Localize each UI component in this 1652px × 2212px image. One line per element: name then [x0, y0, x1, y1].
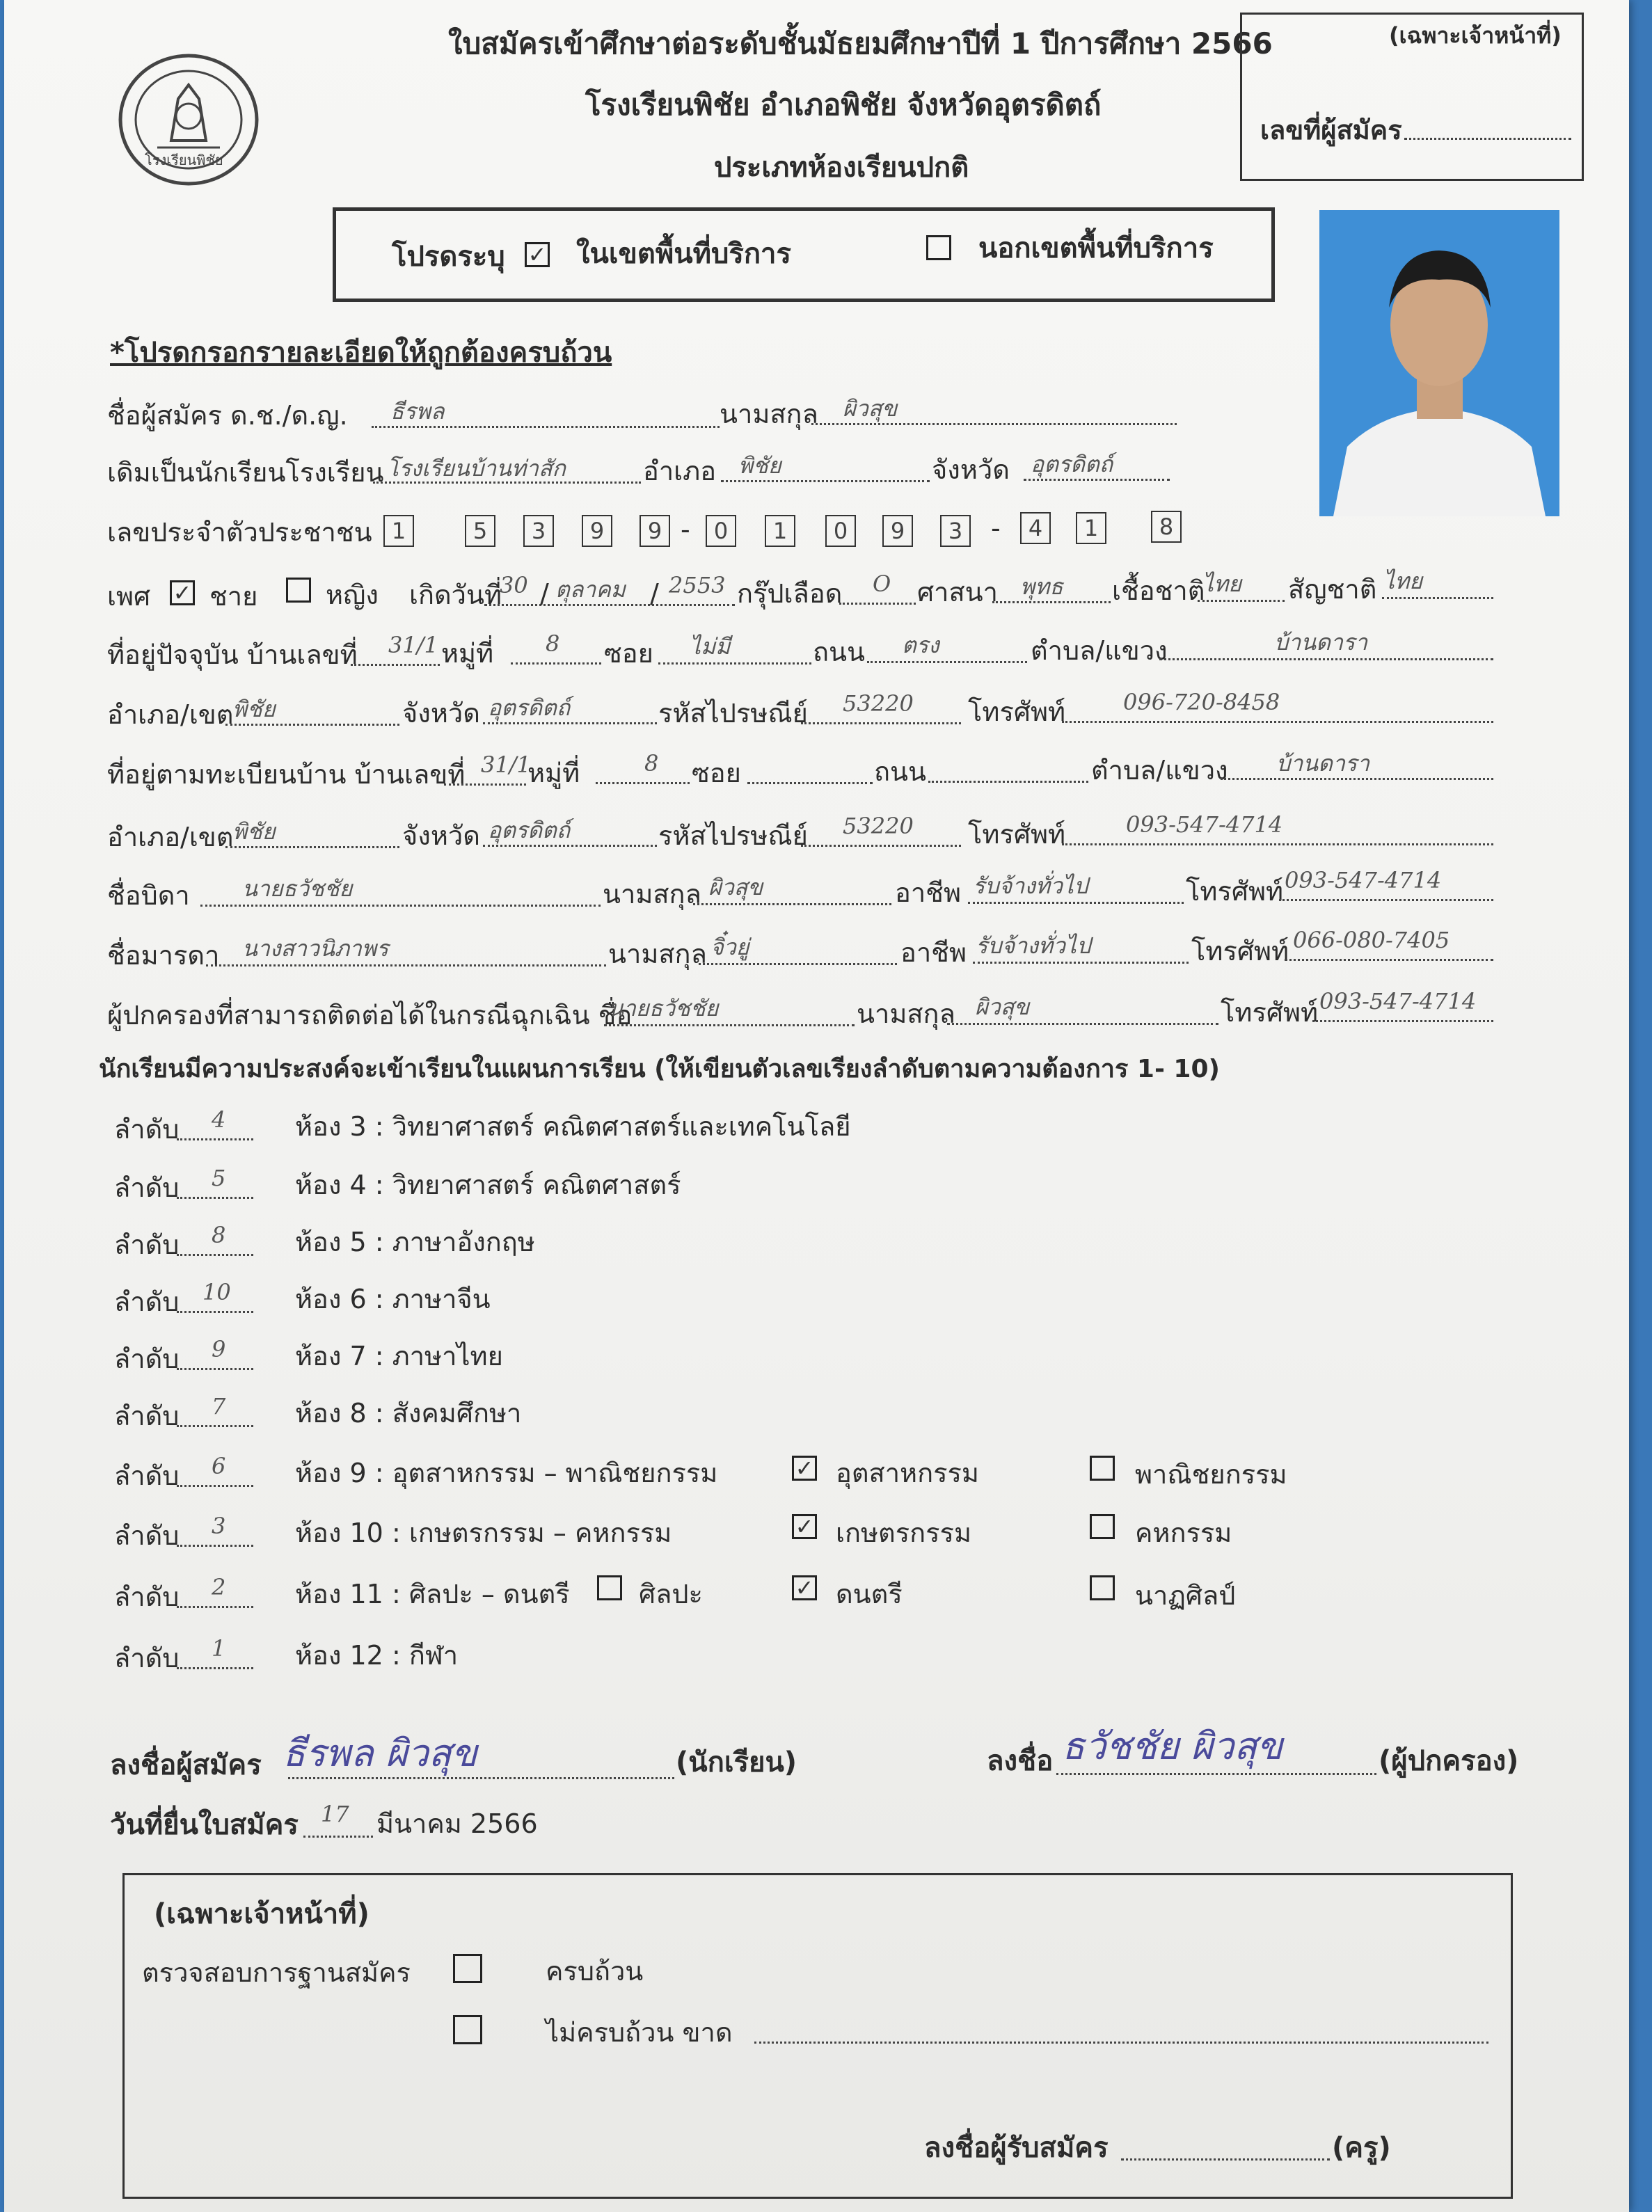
birth-day-value[interactable]: 30 [500, 572, 528, 598]
rank-label: ลำดับ [114, 1401, 180, 1431]
current-road-label: ถนน [813, 637, 865, 667]
rank-label: ลำดับ [114, 1643, 180, 1673]
submit-date-rest: มีนาคม 2566 [376, 1808, 538, 1839]
reg-house-no-line [444, 783, 526, 786]
id-digit[interactable]: 8 [1151, 511, 1182, 543]
registered-moo-label: หมู่ที่ [527, 758, 580, 788]
reg-moo-line [596, 782, 690, 784]
plan-room: ห้อง 7 : ภาษาไทย [295, 1341, 503, 1371]
rank-label: ลำดับ [114, 1344, 180, 1374]
father-phone-value[interactable]: 093-547-4714 [1285, 867, 1442, 893]
registered-phone-value[interactable]: 093-547-4714 [1126, 811, 1283, 838]
father-job-label: อาชีพ [895, 877, 961, 908]
current-soi-label: ซอย [604, 638, 653, 669]
father-phone-line [1279, 899, 1493, 901]
guardian-signature: ธวัชชัย ผิวสุข [1062, 1724, 1283, 1768]
plan-room: ห้อง 10 : เกษตรกรรม – คหกรรม [295, 1518, 672, 1548]
id-label: เลขประจำตัวประชาชน [107, 517, 372, 548]
current-district-value[interactable]: พิชัย [232, 696, 276, 722]
nationality-label: สัญชาติ [1288, 574, 1377, 605]
reg-phone-line [1062, 843, 1493, 845]
id-digit[interactable]: 0 [706, 515, 736, 547]
id-digit[interactable]: 9 [582, 515, 612, 547]
soi-line [658, 662, 811, 665]
school-name: โรงเรียนพิชัย อำเภอพิชัย จังหวัดอุตรดิตถ์ [585, 88, 1102, 122]
staff-only-label: (เฉพาะเจ้าหน้าที่) [1389, 22, 1562, 49]
plan-room: ห้อง 8 : สังคมศึกษา [295, 1398, 522, 1429]
plan-room: ห้อง 5 : ภาษาอังกฤษ [295, 1227, 535, 1257]
gender-label: เพศ [107, 581, 151, 612]
house-no-line [351, 664, 440, 666]
reg-postal-line [801, 845, 961, 847]
rank-value[interactable]: 4 [212, 1106, 226, 1133]
id-digit[interactable]: 9 [882, 515, 913, 547]
rank-line [177, 1311, 253, 1313]
rank-line [177, 1368, 253, 1370]
drama-label: นาฏศิลป์ [1135, 1580, 1236, 1611]
in-area-label: ในเขตพื้นที่บริการ [576, 238, 791, 270]
nationality-value[interactable]: ไทย [1383, 568, 1422, 594]
registered-road-label: ถนน [874, 756, 926, 787]
incomplete-label: ไม่ครบถ้วน ขาด [546, 2017, 733, 2048]
current-moo-value[interactable]: 8 [546, 630, 560, 657]
registered-phone-label: โทรศัพท์ [968, 819, 1066, 850]
area-prompt: โปรดระบุ [392, 241, 505, 273]
father-surname-value[interactable]: ผิวสุข [708, 874, 763, 900]
plans-heading: นักเรียนมีความประสงค์จะเข้าเรียนในแผนการเรียน (ให้เขียนตัวเลขเรียงลำดับตามความต้องการ 1- 10) [99, 1055, 1220, 1083]
mother-name-value[interactable]: นางสาวนิภาพร [242, 935, 389, 962]
id-digit[interactable]: 4 [1020, 512, 1051, 544]
art-label: ศิลปะ [639, 1579, 703, 1609]
registered-province-value[interactable]: อุตรดิตถ์ [488, 817, 571, 843]
rank-line [177, 1545, 253, 1547]
race-value[interactable]: ไทย [1202, 571, 1241, 597]
instruction: *โปรดกรอกรายละเอียดให้ถูกต้องครบถ้วน [110, 337, 612, 369]
race-label: เชื้อชาติ [1112, 575, 1205, 606]
rank-label: ลำดับ [114, 1287, 180, 1317]
agriculture-label: เกษตรกรรม [836, 1518, 972, 1548]
guardian-name-value[interactable]: นายธวัชชัย [608, 995, 719, 1021]
blood-line [839, 603, 916, 605]
applicant-name-label: ชื่อผู้สมัคร ด.ช./ด.ญ. [107, 400, 348, 431]
prev-school-label: เดิมเป็นนักเรียนโรงเรียน [107, 457, 384, 488]
birth-month-value[interactable]: ตุลาคม [555, 576, 626, 603]
religion-label: ศาสนา [917, 577, 998, 607]
rank-line [177, 1197, 253, 1199]
industry-checkbox[interactable]: ✓ [792, 1456, 817, 1481]
rank-line [177, 1485, 253, 1487]
mother-phone-line [1285, 959, 1493, 961]
staff-check-label: ตรวจสอบการฐานสมัคร [142, 1957, 411, 1988]
rank-label: ลำดับ [114, 1461, 180, 1491]
plan-room: ห้อง 4 : วิทยาศาสตร์ คณิตศาสตร์ [295, 1170, 681, 1200]
rank-line [177, 1425, 253, 1427]
out-area-checkbox[interactable] [926, 235, 951, 260]
mother-job-value[interactable]: รับจ้างทั่วไป [976, 932, 1091, 959]
home-ec-checkbox[interactable] [1090, 1514, 1115, 1539]
rank-label: ลำดับ [114, 1114, 180, 1145]
moo-line [511, 662, 601, 665]
room-type: ประเภทห้องเรียนปกติ [714, 152, 969, 184]
rank-value[interactable]: 8 [212, 1222, 226, 1248]
registered-subdistrict-label: ตำบล/แขวง [1091, 755, 1228, 786]
id-digit[interactable]: 0 [825, 515, 856, 547]
guardian-phone-value[interactable]: 093-547-4714 [1319, 988, 1477, 1015]
applicant-sign-label: ลงชื่อผู้สมัคร [110, 1749, 262, 1781]
rank-value[interactable]: 1 [212, 1635, 226, 1662]
music-checkbox[interactable]: ✓ [792, 1575, 817, 1600]
guardian-surname-label: นามสกุล [857, 998, 955, 1029]
submit-date-day[interactable]: 17 [321, 1801, 349, 1827]
current-province-label: จังหวัด [402, 698, 480, 729]
rank-value[interactable]: 5 [212, 1165, 226, 1191]
current-soi-value[interactable]: ไม่มี [690, 633, 731, 660]
prev-school-value[interactable]: โรงเรียนบ้านท่าสัก [387, 455, 566, 482]
guardian-label: ผู้ปกครองที่สามารถติดต่อได้ในกรณีฉุกเฉิน ชื่อ [107, 1000, 633, 1031]
id-digit[interactable]: 1 [765, 515, 795, 547]
blood-value[interactable]: O [873, 571, 891, 597]
guardian-suffix: (ผู้ปกครอง) [1379, 1745, 1519, 1777]
registered-house-no-value[interactable]: 31/1 [481, 751, 531, 778]
agriculture-checkbox[interactable]: ✓ [792, 1514, 817, 1539]
prev-province-value[interactable]: อุตรดิตถ์ [1031, 451, 1113, 477]
rank-label: ลำดับ [114, 1582, 180, 1612]
id-digit[interactable]: 3 [940, 515, 971, 547]
rank-line [177, 1667, 253, 1669]
plan-room: ห้อง 12 : กีฬา [295, 1640, 459, 1671]
rank-line [177, 1138, 253, 1140]
mother-surname-value[interactable]: จิ๋วยู่ [710, 934, 749, 960]
reg-soi-line [747, 782, 873, 784]
current-district-label: อำเภอ/เขต [107, 699, 234, 730]
male-label: ชาย [209, 581, 258, 612]
submit-date-line [303, 1836, 373, 1838]
registered-province-label: จังหวัด [402, 820, 480, 851]
in-area-checkbox[interactable]: ✓ [525, 242, 550, 267]
home-ec-label: คหกรรม [1135, 1518, 1232, 1548]
postal-line [801, 722, 961, 724]
plan-room: ห้อง 11 : ศิลปะ – ดนตรี [295, 1579, 570, 1609]
industry-label: อุตสาหกรรม [836, 1458, 979, 1488]
commerce-label: พาณิชยกรรม [1135, 1459, 1287, 1490]
mother-phone-value[interactable]: 066-080-7405 [1293, 927, 1450, 953]
current-phone-label: โทรศัพท์ [968, 697, 1066, 727]
surname-label: นามสกุล [720, 399, 818, 429]
current-house-no-value[interactable]: 31/1 [388, 632, 438, 658]
current-address-label: ที่อยู่ปัจจุบัน บ้านเลขที่ [107, 639, 358, 670]
application-form [4, 0, 1629, 2212]
birth-slash: / [540, 578, 549, 609]
applicant-signature: ธีรพล ผิวสุข [283, 1731, 477, 1775]
female-label: หญิง [326, 580, 379, 610]
rank-label: ลำดับ [114, 1172, 180, 1203]
road-line [867, 661, 1027, 663]
applicant-no-line [1404, 138, 1571, 140]
father-label: ชื่อบิดา [107, 880, 190, 911]
plan-room: ห้อง 9 : อุตสาหกรรม – พาณิชยกรรม [295, 1458, 718, 1488]
father-phone-label: โทรศัพท์ [1186, 876, 1284, 907]
submit-date-label: วันที่ยื่นใบสมัคร [110, 1809, 299, 1841]
current-phone-value[interactable]: 096-720-8458 [1123, 689, 1280, 715]
rank-line [177, 1254, 253, 1256]
prev-province-label: จังหวัด [932, 454, 1010, 485]
mother-surname-label: นามสกุล [608, 939, 707, 969]
id-digit[interactable]: 3 [523, 515, 554, 547]
rank-label: ลำดับ [114, 1230, 180, 1260]
teacher-label: (ครู) [1332, 2132, 1391, 2164]
phone-line [1062, 721, 1493, 723]
plan-room: ห้อง 6 : ภาษาจีน [295, 1284, 491, 1314]
current-postal-label: รหัสไปรษณีย์ [658, 698, 808, 729]
logo-text: โรงเรียนพิชัย [145, 152, 223, 168]
surname-value[interactable]: ผิวสุข [843, 395, 898, 422]
prev-district-value[interactable]: พิชัย [738, 452, 781, 479]
first-name-value[interactable]: ธีรพล [390, 398, 445, 424]
birth-label: เกิดวันที่ [409, 580, 502, 610]
registered-address-label: ที่อยู่ตามทะเบียนบ้าน บ้านเลขที่ [107, 759, 466, 790]
art-checkbox[interactable] [597, 1575, 622, 1600]
receiver-line [1121, 2158, 1330, 2161]
father-name-value[interactable]: นายธวัชชัย [242, 875, 353, 902]
prev-district-label: อำเภอ [643, 456, 717, 486]
registered-district-label: อำเภอ/เขต [107, 822, 234, 852]
school-logo [116, 50, 262, 189]
current-province-value[interactable]: อุตรดิตถ์ [488, 694, 571, 721]
id-digit[interactable]: 5 [465, 515, 495, 547]
rank-value[interactable]: 9 [212, 1336, 226, 1362]
plan-room: ห้อง 3 : วิทยาศาสตร์ คณิตศาสตร์และเทคโนโลยี [295, 1111, 851, 1142]
registered-postal-value[interactable]: 53220 [843, 813, 914, 839]
registered-subdistrict-value[interactable]: บ้านดารา [1276, 750, 1370, 777]
father-surname-label: นามสกุล [603, 879, 701, 909]
form-title: ใบสมัครเข้าศึกษาต่อระดับชั้นมัธยมศึกษาปีที่ 1 ปีการศึกษา 2566 [448, 26, 1273, 61]
id-digit[interactable]: 1 [383, 515, 414, 547]
complete-label: ครบถ้วน [546, 1956, 644, 1987]
rank-line [177, 1606, 253, 1608]
rank-value[interactable]: 2 [212, 1574, 226, 1600]
rank-value[interactable]: 6 [212, 1453, 226, 1479]
current-subdistrict-label: ตำบล/แขวง [1031, 635, 1168, 666]
mother-phone-label: โทรศัพท์ [1191, 936, 1289, 966]
receiver-label: ลงชื่อผู้รับสมัคร [924, 2132, 1109, 2164]
music-label: ดนตรี [836, 1579, 903, 1609]
father-job-value[interactable]: รับจ้างทั่วไป [973, 873, 1088, 899]
registered-postal-label: รหัสไปรษณีย์ [658, 820, 808, 851]
birth-slash: / [650, 578, 659, 609]
rank-value[interactable]: 3 [212, 1513, 226, 1539]
registered-district-value[interactable]: พิชัย [232, 818, 276, 845]
staff-title: (เฉพาะเจ้าหน้าที่) [154, 1898, 370, 1930]
rank-value[interactable]: 7 [212, 1393, 226, 1419]
applicant-photo [1319, 210, 1559, 516]
blood-label: กรุ๊ปเลือด [737, 578, 843, 609]
guardian-surname-value[interactable]: ผิวสุข [975, 994, 1030, 1020]
drama-checkbox[interactable] [1090, 1575, 1115, 1600]
female-checkbox[interactable] [286, 578, 311, 603]
current-moo-label: หมู่ที่ [441, 638, 494, 669]
incomplete-checkbox[interactable] [453, 2015, 482, 2044]
male-checkbox[interactable]: ✓ [170, 580, 195, 605]
commerce-checkbox[interactable] [1090, 1456, 1115, 1481]
complete-checkbox[interactable] [453, 1954, 482, 1983]
applicant-no-label: เลขที่ผู้สมัคร [1260, 115, 1402, 145]
rank-value[interactable]: 10 [202, 1279, 231, 1305]
guardian-phone-label: โทรศัพท์ [1221, 997, 1319, 1028]
id-dash: - [991, 513, 1001, 543]
registered-moo-value[interactable]: 8 [644, 750, 659, 777]
guardian-phone-line [1312, 1020, 1493, 1022]
rank-label: ลำดับ [114, 1520, 180, 1551]
id-dash: - [681, 514, 690, 545]
id-digit[interactable]: 1 [1076, 512, 1106, 544]
out-area-label: นอกเขตพื้นที่บริการ [978, 232, 1214, 264]
guardian-sign-label: ลงชื่อ [987, 1745, 1054, 1777]
religion-value[interactable]: พุทธ [1020, 573, 1063, 600]
registered-soi-label: ซอย [692, 758, 741, 788]
mother-label: ชื่อมารดา [107, 940, 220, 971]
mother-job-label: อาชีพ [900, 937, 967, 968]
birth-year-value[interactable]: 2553 [669, 572, 726, 598]
id-digit[interactable]: 9 [640, 515, 670, 547]
missing-line [754, 2042, 1488, 2044]
reg-road-line [928, 781, 1088, 783]
current-road-value[interactable]: ตรง [902, 632, 939, 658]
current-subdistrict-value[interactable]: บ้านดารา [1274, 629, 1368, 655]
student-suffix: (นักเรียน) [676, 1746, 797, 1779]
current-postal-value[interactable]: 53220 [843, 690, 914, 717]
